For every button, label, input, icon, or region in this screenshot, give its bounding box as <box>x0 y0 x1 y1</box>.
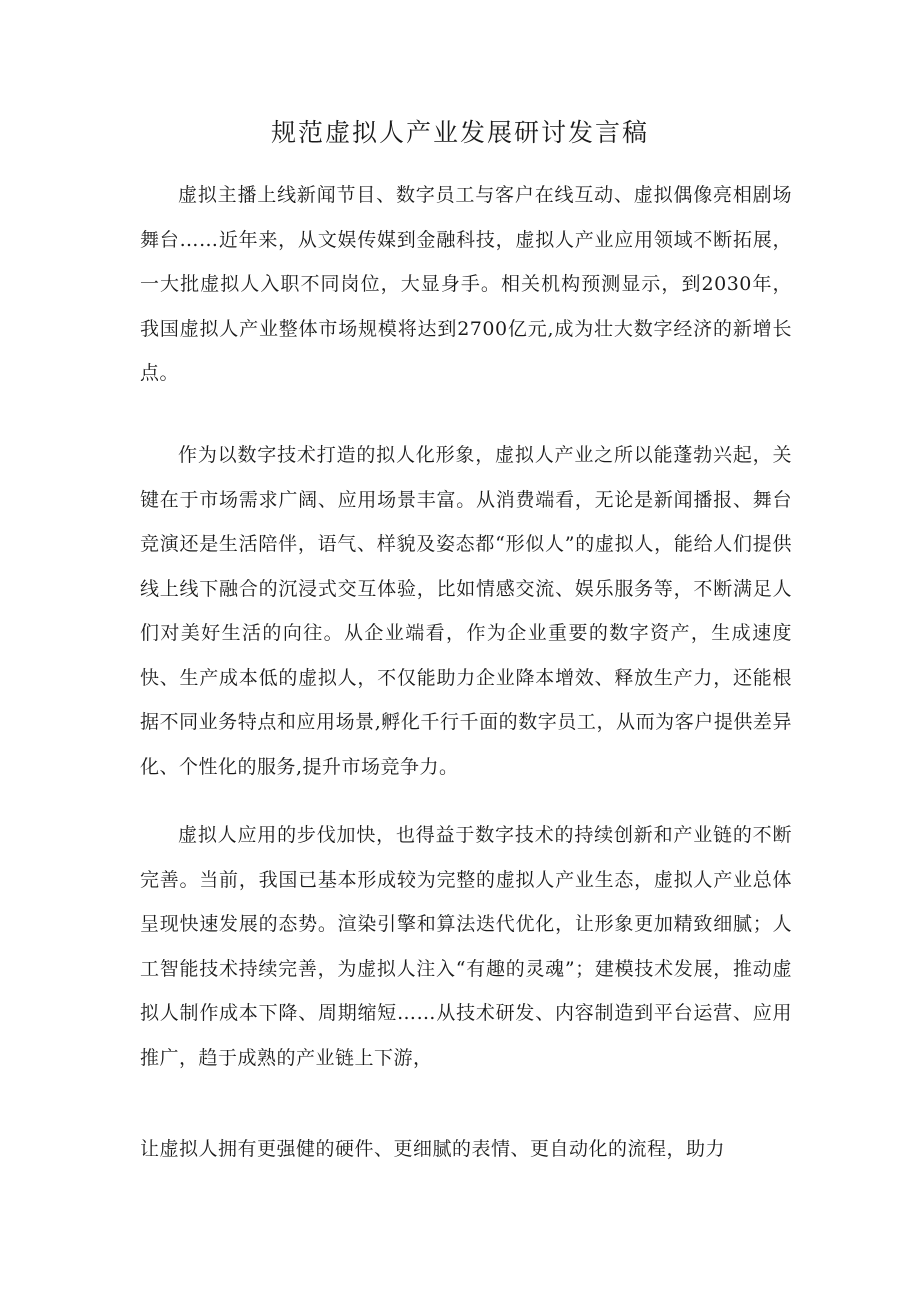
document-title: 规范虚拟人产业发展研讨发言稿 <box>270 118 649 147</box>
paragraph-1: 虚拟主播上线新闻节目、数字员工与客户在线互动、虚拟偶像亮相剧场舞台……近年来，从文娱传媒到金融科技，虚拟人产业应用领域不断拓展，一大批虚拟人入职不同岗位，大显身手。相关机构预测显示，到2030年，我国虚拟人产业整体市场规模将达到2700亿元,成为壮大数字经济的新增长点。 <box>140 184 792 384</box>
paragraph-2: 作为以数字技术打造的拟人化形象，虚拟人产业之所以能蓬勃兴起，关键在于市场需求广阔、应用场景丰富。从消费端看，无论是新闻播报、舞台竞演还是生活陪伴，语气、样貌及姿态都“形似人”的虚拟人，能给人们提供线上线下融合的沉浸式交互体验，比如情感交流、娱乐服务等，不断满足人们对美好生活的向往。从企业端看，作为企业重要的数字资产，生成速度快、生产成本低的虚拟人，不仅能助力企业降本增效、释放生产力，还能根据不同业务特点和应用场景,孵化千行千面的数字员工，从而为客户提供差异化、个性化的服务,提升市场竞争力。 <box>140 444 792 778</box>
paragraph-3: 虚拟人应用的步伐加快，也得益于数字技术的持续创新和产业链的不断完善。当前，我国已基本形成较为完整的虚拟人产业生态，虚拟人产业总体呈现快速发展的态势。渲染引擎和算法迭代优化，让形象更加精致细腻；人工智能技术持续完善，为虚拟人注入“有趣的灵魂”；建模技术发展，推动虚拟人制作成本下降、周期缩短……从技术研发、内容制造到平台运营、应用推广，趋于成熟的产业链上下游， <box>140 824 792 1069</box>
paragraph-4: 让虚拟人拥有更强健的硬件、更细腻的表情、更自动化的流程，助力 <box>140 1138 726 1160</box>
